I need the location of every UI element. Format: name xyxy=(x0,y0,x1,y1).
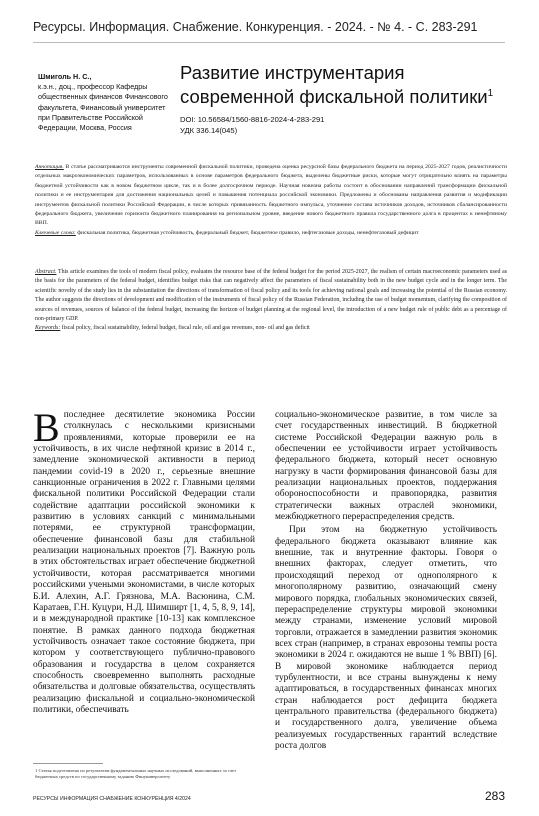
udc: УДК 336.14(045) xyxy=(180,126,238,135)
author-details: к.э.н., доц., профессор Кафедры общественных финансов Финансового факультета, Финансовый университет при Правительстве Российской Федерации, Москва, Россия xyxy=(38,82,168,133)
page-number: 283 xyxy=(485,789,506,803)
author-name: Шмиголь Н. С., xyxy=(38,72,92,81)
body-column-left xyxy=(33,405,255,716)
keywords-ru-label: Ключевые слова: xyxy=(35,229,76,236)
abstract-en-label: Abstract. xyxy=(35,269,57,275)
header-divider xyxy=(33,42,505,43)
body-text-right-2: При этом на бюджетную устойчивость федерального бюджета оказывают влияние как внешние, так и внутренние факторы. Говоря о внешних факторах, следует отметить, что происходящий переход от однополярного к многополярному развитию, означающий смену мирового порядка, глобальных экономических связей, перераспределение структуры мировой экономики между странами, изменение условий мировой торговли, отражается в замедлении развития экономик всех стран (например, в странах еврозоны темпы роста экономики в 2024 г. ожидаются не выше 1 % ВВП) [6]. В мировой экономике наблюдается период турбулентности, и все страны вынуждены к нему адаптироваться, в государственных финансах многих стран наблюдается рост дефицита бюджета центрального правительства (федерального бюджета) и государственного долга, увеличение объема реализуемых государственных гарантий вследствие роста долгов xyxy=(275,525,497,751)
article-title-text: Развитие инструментария современной фискальной политики xyxy=(180,62,488,108)
keywords-en-label: Keywords: xyxy=(35,325,61,332)
body-paragraph xyxy=(33,405,255,716)
journal-citation-header: Ресурсы. Информация. Снабжение. Конкуренция. - 2024. - № 4. - С. 283-291 xyxy=(33,20,478,34)
abstract-ru xyxy=(35,163,507,238)
title-footnote-mark: 1 xyxy=(487,88,494,99)
body-column-right xyxy=(275,410,497,752)
doi-block xyxy=(180,114,510,136)
keywords-en: fiscal policy, fiscal sustainability, federal budget, fiscal rule, oil and gas revenues, non- oil and gas deficit xyxy=(60,325,310,332)
footnote-divider xyxy=(33,763,103,764)
article-title xyxy=(180,62,510,107)
footnote: 1 Статья подготовлена по результатам фундаментальных научных исследований, выполненных за счет бюджетных средств по государственному заданию Финуниверситету xyxy=(35,768,237,780)
author-block xyxy=(38,72,178,133)
keywords-ru: фискальная политика, бюджетная устойчивость, федеральный бюджет, бюджетное правило, нефтегазовые доходы, ненефтегазовый дефицит xyxy=(75,229,419,236)
body-text-right-1: социально-экономическое развитие, в том числе за счет государственных инвестиций. В бюджетной системе Российской Федерации важную роль в обеспечении ее устойчивости играет устойчивость федерального бюджета, который несет основную нагрузку в части формирования финансовой базы для реализации национальных проектов, поддержания обороноспособности и правопорядка, развития стратегически важных отраслей экономики, межбюджетного перераспределения средств. xyxy=(275,410,497,523)
abstract-en-text: This article examines the tools of modern fiscal policy, evaluates the resource base of the federal budget for the period 2025-2027, the realism of certain macroeconomic parameters used as the basis for the parameters of the federal budget, identifies budget risks that can negatively affect the parameters of fiscal sustainability both in the new budget cycle and in the longer term. The scientific novelty of the study lies in the substantiation the directions of transformation of fiscal policy and its tools for achieving national goals and increasing the potential of the Russian economy. The author suggests the directions of development and modification of the instruments of fiscal policy of the Russian Federation, including the use of budget momentum, clarifying the composition of sources of revenues, sources of balance of the federal budget, increasing the horizon of budget planning at the regional level, the introduction of a new budget rule of public debt as a percentage of non-primary GDP. xyxy=(35,269,507,323)
footer-journal: РЕСУРСЫ ИНФОРМАЦИЯ СНАБЖЕНИЕ КОНКУРЕНЦИЯ 4/2024 xyxy=(33,796,191,802)
abstract-en xyxy=(35,268,507,334)
body-text-left-1: последнее десятилетие экономика России столкнулась с несколькими кризисными проявлениями, которые проверили ее на устойчивость, в их числе нефтяной кризис в 2014 г., замедление экономической активности в период пандемии covid-19 в 2020 г., серьезные внешние санкционные ограничения в 2022 г. Главными целями фискальной политики Российской Федерации стали содействие адаптации российской экономики к развитию в условиях санкций с минимальными потерями, ее структурной трансформации, обеспечение финансовой базы для стабильной реализации национальных проектов [7]. Важную роль в этих обстоятельствах играет обеспечение бюджетной устойчивости, которая рассматривается многими российскими учеными экономистами, в числе которых Б.И. Алехин, А.Г. Грязнова, М.А. Васюнина, С.М. Каратаев, Г.Н. Куцури, Н.Д. Шимширт [1, 4, 5, 8, 9, 14], и в международной практике [10-13] как комплексное понятие. В рамках данного подхода бюджетная устойчивость означает такое состояние бюджета, при котором у соответствующего публично-правового образования и государства в целом сохраняется способность своевременно выполнять расходные обязательства и долговые обязательства, осуществлять реализацию фискальной и социально-экономической политики, обеспечивать xyxy=(33,410,255,715)
doi: DOI: 10.56584/1560-8816-2024-4-283-291 xyxy=(180,115,325,124)
abstract-ru-text: В статье рассматриваются инструменты современной фискальной политики, проведена оценка ресурсной базы федерального бюджета на период 2025-2027 годов, реалистичности отдельных макроэкономических параметров, использованных в основе параметров федерального бюджета, выделены бюджетные риски, которые могут отрицательно влиять на параметры бюджетной устойчивости как в новом бюджетном цикле, так и в более долгосрочном периоде. Научная новизна работы состоит в обосновании направлений трансформации фискальной политики и ее инструментария для достижения национальных целей и повышения потенциала российской экономики. Предложены и обоснованы направления развития и модификации инструментов фискальной политики Российской Федерации, в числе которых привязанность бюджетного импульса, уточнение состава источников доходов, источников сбалансированности федерального бюджета, увеличение горизонта бюджетного планирования на региональном уровне, введение нового бюджетного правила государственного долга в процентах к ненефтяному ВВП. xyxy=(35,164,507,227)
drop-cap: В xyxy=(33,405,60,450)
abstract-ru-label: Аннотация. xyxy=(35,164,64,170)
